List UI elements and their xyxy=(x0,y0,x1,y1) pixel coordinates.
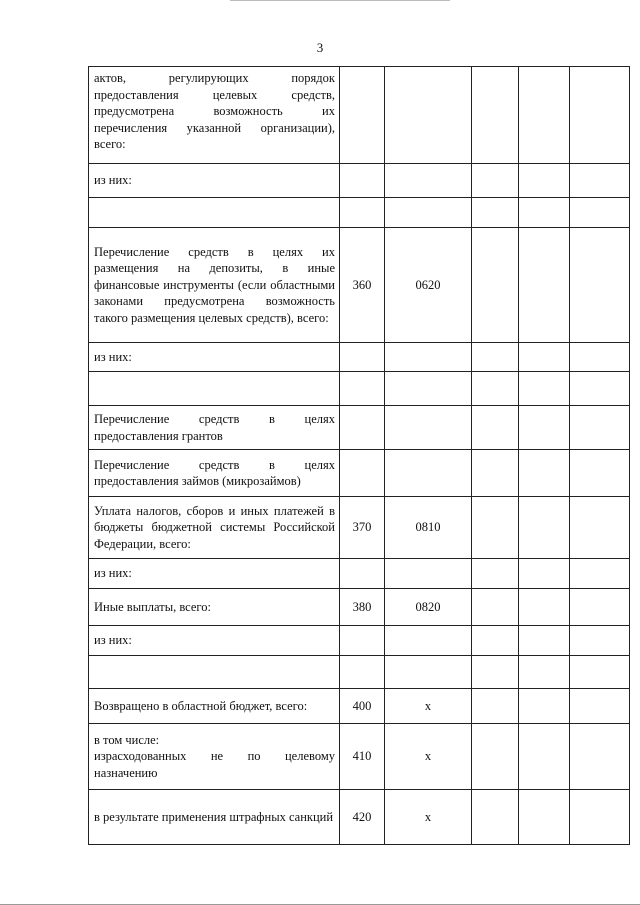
row-name-cell xyxy=(89,656,340,689)
row-value-cell xyxy=(472,372,519,406)
row-kbk-code: 0820 xyxy=(385,589,472,626)
row-kbk-code xyxy=(385,626,472,656)
row-value-cell xyxy=(570,164,630,198)
row-value-cell xyxy=(570,372,630,406)
row-value-cell xyxy=(519,497,570,559)
table-row xyxy=(89,790,630,845)
row-name-text: Возвращено в областной бюджет, всего: xyxy=(94,698,308,713)
row-name-cell xyxy=(89,497,340,559)
row-value-cell xyxy=(570,790,630,845)
row-line-code: 370 xyxy=(340,497,385,559)
row-line-code xyxy=(340,626,385,656)
row-value-cell xyxy=(570,689,630,724)
table-row xyxy=(89,198,630,228)
row-value-cell xyxy=(570,497,630,559)
table-row xyxy=(89,164,630,198)
row-value-cell xyxy=(570,228,630,343)
row-name-cell xyxy=(89,559,340,589)
report-table xyxy=(88,66,630,845)
row-name-cell xyxy=(89,626,340,656)
row-name-cell xyxy=(89,164,340,198)
row-value-cell xyxy=(519,790,570,845)
row-kbk-code xyxy=(385,372,472,406)
row-kbk-code xyxy=(385,656,472,689)
row-name-cell xyxy=(89,724,340,790)
row-value-cell xyxy=(570,343,630,372)
row-value-cell xyxy=(472,198,519,228)
row-line-code xyxy=(340,164,385,198)
row-name-text: Иные выплаты, всего: xyxy=(94,599,211,614)
row-value-cell xyxy=(519,589,570,626)
table-row xyxy=(89,626,630,656)
row-value-cell xyxy=(519,67,570,164)
row-line-code xyxy=(340,372,385,406)
row-value-cell xyxy=(519,724,570,790)
table-row xyxy=(89,372,630,406)
row-kbk-code: x xyxy=(385,724,472,790)
table-row xyxy=(89,228,630,343)
row-line-code xyxy=(340,559,385,589)
row-name-cell xyxy=(89,228,340,343)
row-kbk-code xyxy=(385,450,472,497)
row-kbk-code xyxy=(385,559,472,589)
row-name-cell xyxy=(89,589,340,626)
row-value-cell xyxy=(472,559,519,589)
row-value-cell xyxy=(472,67,519,164)
row-kbk-code xyxy=(385,343,472,372)
row-value-cell xyxy=(519,228,570,343)
row-name-text: Уплата налогов, сборов и иных платежей в бюджеты бюджетной системы Российской Федерации, всего: xyxy=(94,503,335,551)
row-line-code xyxy=(340,450,385,497)
row-name-text: Перечисление средств в целях предоставления займов (микрозаймов) xyxy=(94,457,335,488)
table-row xyxy=(89,406,630,450)
row-kbk-code xyxy=(385,198,472,228)
row-name-text: из них: xyxy=(94,349,132,364)
row-value-cell xyxy=(519,689,570,724)
row-value-cell xyxy=(472,406,519,450)
row-line-code: 410 xyxy=(340,724,385,790)
row-value-cell xyxy=(472,589,519,626)
row-value-cell xyxy=(472,497,519,559)
table-row xyxy=(89,689,630,724)
row-kbk-code: 0810 xyxy=(385,497,472,559)
row-value-cell xyxy=(519,164,570,198)
row-name-cell xyxy=(89,450,340,497)
row-value-cell xyxy=(472,656,519,689)
row-value-cell xyxy=(519,198,570,228)
row-line-code: 420 xyxy=(340,790,385,845)
row-line-code xyxy=(340,198,385,228)
row-value-cell xyxy=(570,406,630,450)
row-value-cell xyxy=(519,656,570,689)
row-name-text: в том числе: xyxy=(94,732,160,747)
table-row xyxy=(89,450,630,497)
row-kbk-code: x xyxy=(385,790,472,845)
table-row xyxy=(89,559,630,589)
row-line-code xyxy=(340,67,385,164)
row-name-text: из них: xyxy=(94,633,132,648)
table-row xyxy=(89,67,630,164)
row-kbk-code xyxy=(385,406,472,450)
table-row xyxy=(89,343,630,372)
table-row xyxy=(89,497,630,559)
row-line-code xyxy=(340,343,385,372)
row-name-cell xyxy=(89,790,340,845)
row-value-cell xyxy=(519,372,570,406)
row-name-text: израсходованных не по целевому назначению xyxy=(94,749,335,780)
row-line-code xyxy=(340,656,385,689)
row-value-cell xyxy=(570,67,630,164)
page-number: 3 xyxy=(316,40,324,55)
row-value-cell xyxy=(570,198,630,228)
row-name-cell xyxy=(89,67,340,164)
scan-top-edge xyxy=(230,0,450,1)
row-value-cell xyxy=(472,724,519,790)
row-name-cell xyxy=(89,343,340,372)
row-value-cell xyxy=(472,626,519,656)
row-value-cell xyxy=(570,559,630,589)
row-value-cell xyxy=(472,689,519,724)
row-name-cell xyxy=(89,372,340,406)
row-line-code xyxy=(340,406,385,450)
row-value-cell xyxy=(472,228,519,343)
row-line-code: 400 xyxy=(340,689,385,724)
row-name-text: из них: xyxy=(94,566,132,581)
row-value-cell xyxy=(519,450,570,497)
row-kbk-code: 0620 xyxy=(385,228,472,343)
row-value-cell xyxy=(570,589,630,626)
row-name-cell xyxy=(89,198,340,228)
row-kbk-code: x xyxy=(385,689,472,724)
row-line-code: 380 xyxy=(340,589,385,626)
row-value-cell xyxy=(519,343,570,372)
row-value-cell xyxy=(472,343,519,372)
row-value-cell xyxy=(570,656,630,689)
row-line-code: 360 xyxy=(340,228,385,343)
report-table-body xyxy=(89,67,630,845)
row-name-cell xyxy=(89,689,340,724)
row-name-text: из них: xyxy=(94,173,132,188)
row-kbk-code xyxy=(385,164,472,198)
row-value-cell xyxy=(472,164,519,198)
row-name-cell xyxy=(89,406,340,450)
row-value-cell xyxy=(570,724,630,790)
row-name-text: актов, регулирующих порядок предоставления целевых средств, предусмотрена возможность их перечисления указанной организации), всего: xyxy=(94,71,335,151)
row-value-cell xyxy=(519,626,570,656)
row-value-cell xyxy=(570,450,630,497)
row-kbk-code xyxy=(385,67,472,164)
row-value-cell xyxy=(472,450,519,497)
row-name-text: Перечисление средств в целях предоставления грантов xyxy=(94,412,335,443)
row-value-cell xyxy=(519,406,570,450)
table-row xyxy=(89,656,630,689)
table-row xyxy=(89,589,630,626)
row-name-text: Перечисление средств в целях их размещения на депозиты, в иные финансовые инструменты (если областными законами предусмотрена возможность такого размещения целевых средств), всего: xyxy=(94,244,335,325)
row-value-cell xyxy=(472,790,519,845)
row-value-cell xyxy=(570,626,630,656)
row-value-cell xyxy=(519,559,570,589)
table-row xyxy=(89,724,630,790)
row-name-text: в результате применения штрафных санкций xyxy=(94,809,334,824)
